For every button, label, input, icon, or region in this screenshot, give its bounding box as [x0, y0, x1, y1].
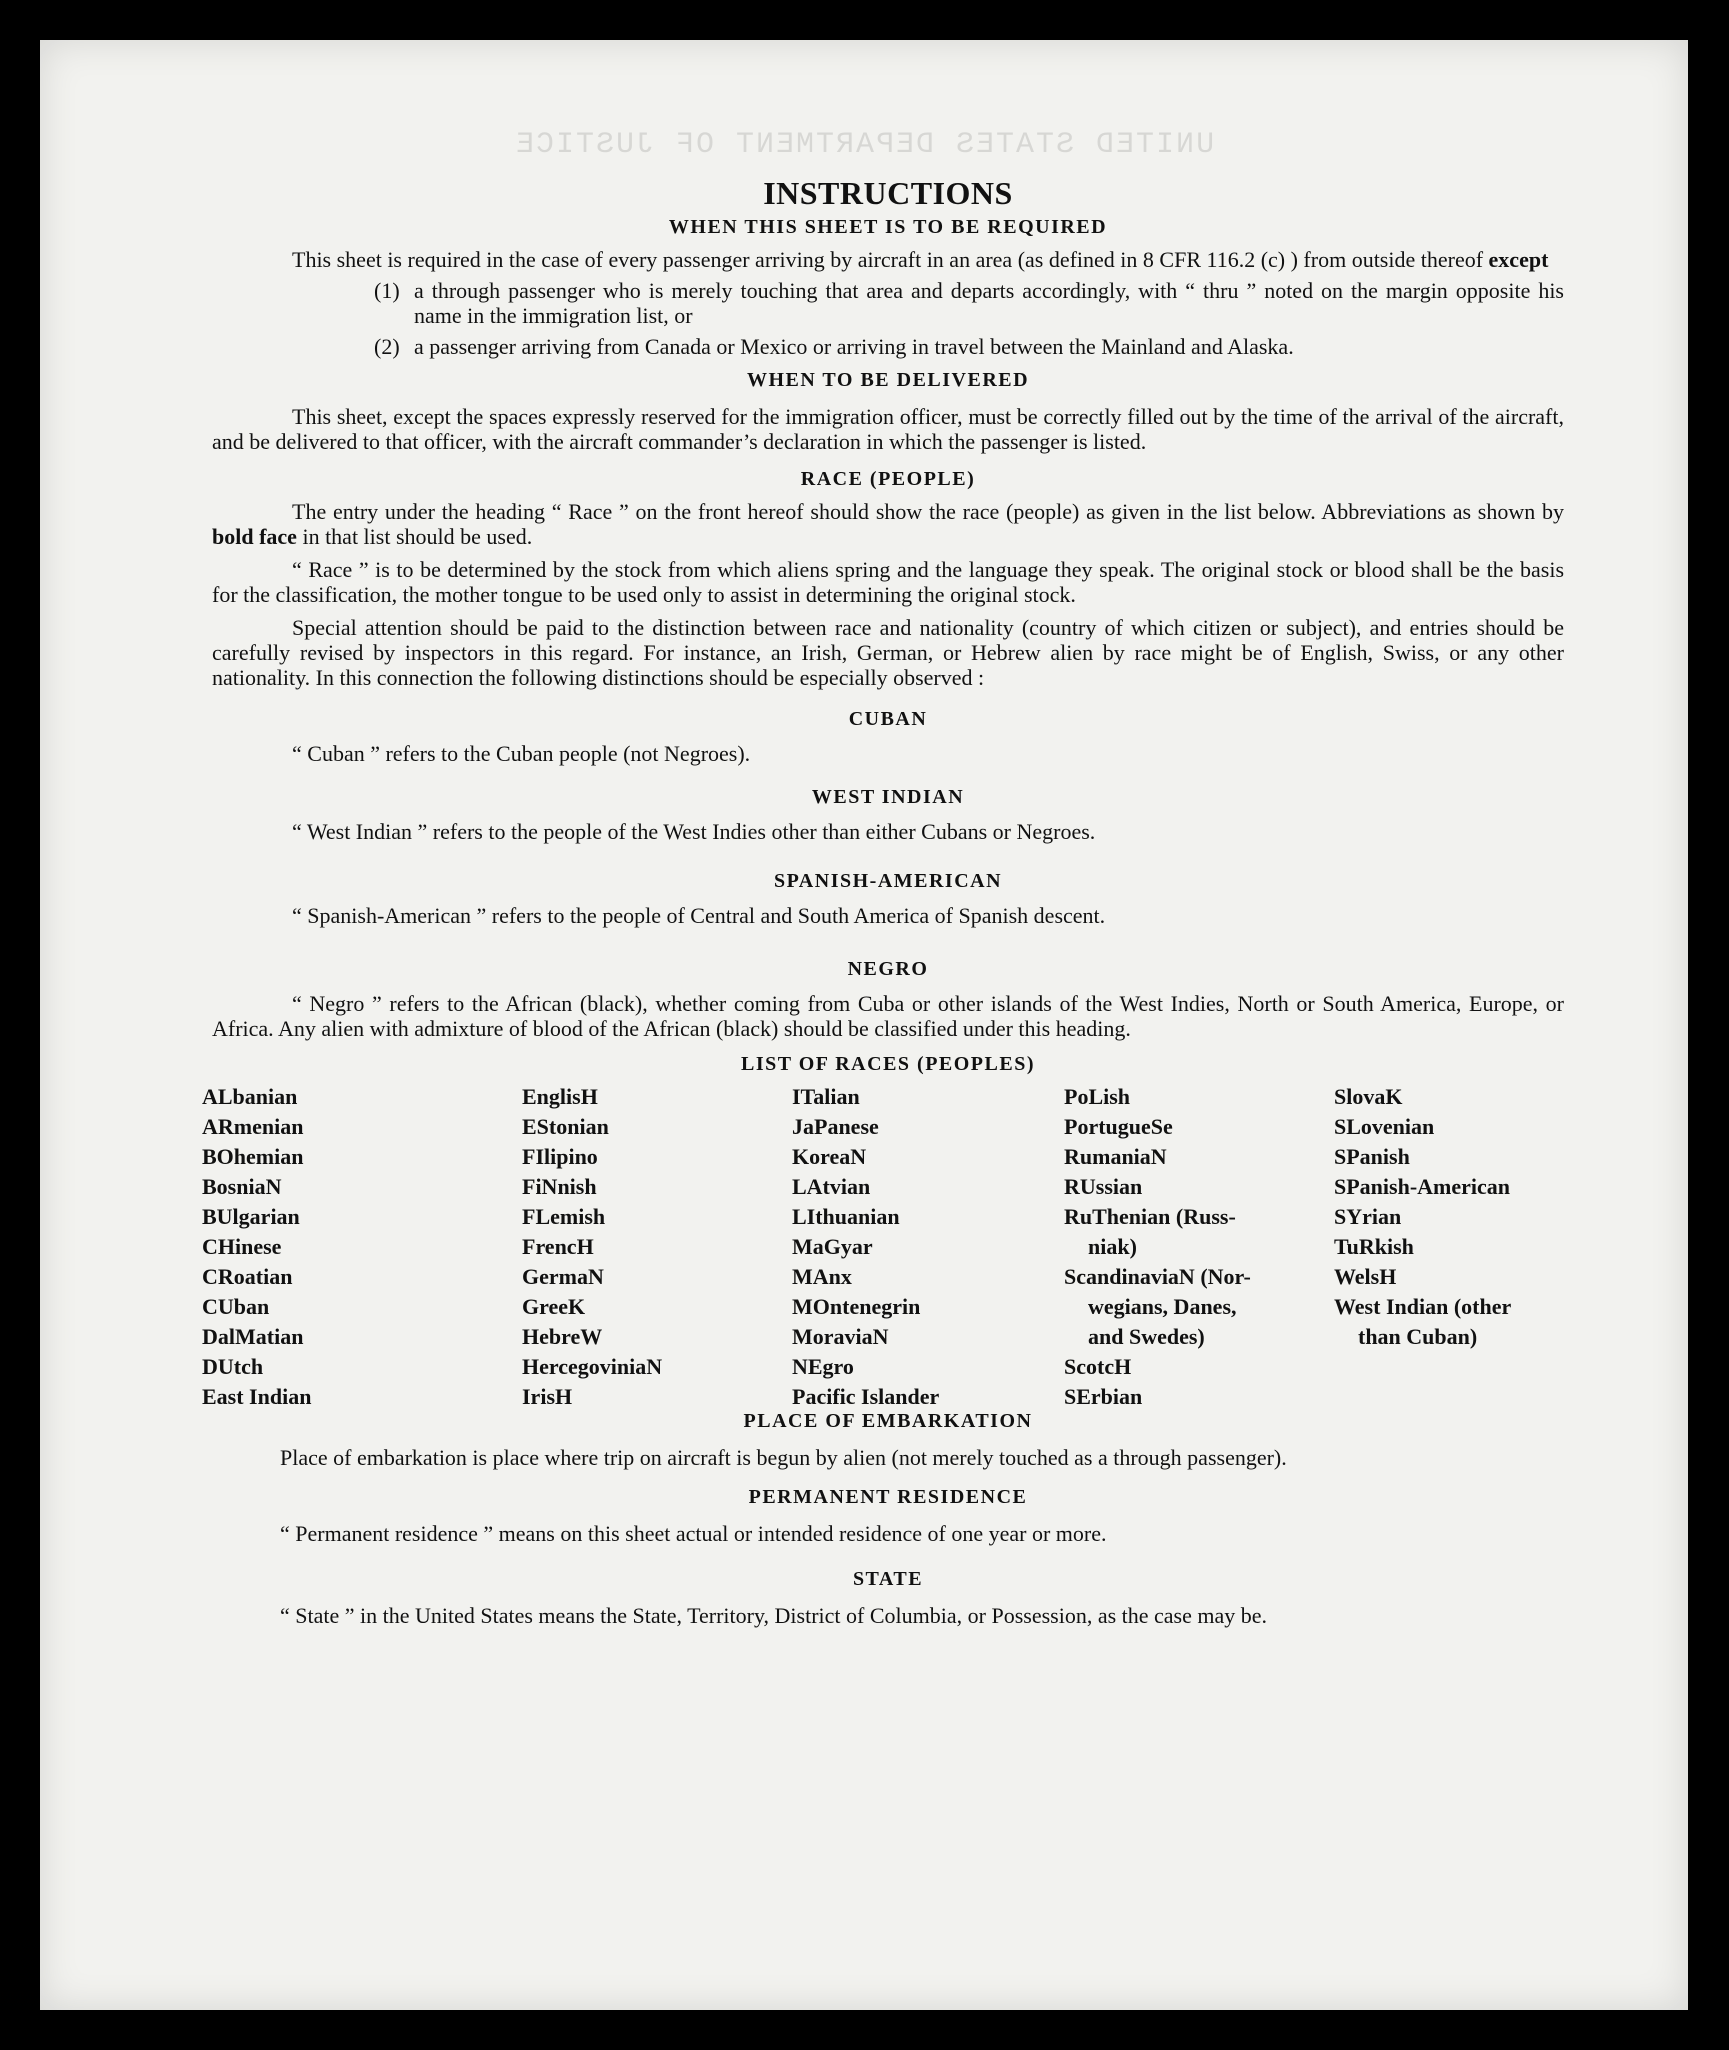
race-entry: East Indian: [202, 1384, 312, 1409]
race-entry: HercegoviniaN: [522, 1354, 663, 1379]
race-entry: WelsH: [1334, 1264, 1397, 1289]
race-entry: BosniaN: [202, 1174, 282, 1199]
race-entry: PortugueSe: [1064, 1114, 1173, 1139]
race-entry: KoreaN: [792, 1144, 867, 1169]
race-entry: TuRkish: [1334, 1234, 1414, 1259]
race-entry: NEgro: [792, 1354, 854, 1379]
page-title: INSTRUCTIONS: [763, 175, 1013, 211]
exception-item-2: (2) a passenger arriving from Canada or Mexico or arriving in travel between the Mainland and Alaska.: [374, 334, 1294, 359]
race-entry: RumaniaN: [1064, 1144, 1167, 1169]
race-entry: SPanish: [1334, 1144, 1410, 1169]
race-entry: FrencH: [522, 1234, 594, 1259]
heading-spanish-american: SPANISH-AMERICAN: [773, 870, 1003, 892]
race-entry: LIthuanian: [792, 1204, 900, 1229]
race-entry: niak): [1088, 1234, 1137, 1259]
race-entry: ALbanian: [202, 1084, 298, 1109]
embarkation-text: Place of embarkation is place where trip on aircraft is begun by alien (not merely touched as a through passenger).: [280, 1445, 1287, 1470]
race-entry: HebreW: [522, 1324, 603, 1349]
race-paragraph-1: The entry under the heading “ Race ” on the front hereof should show the race (people) as given in the list below. Abbreviations as shown by bold face in that list should be used.: [212, 499, 1564, 549]
cuban-text: “ Cuban ” refers to the Cuban people (not Negroes).: [292, 741, 751, 766]
heading-when-delivered: WHEN TO BE DELIVERED: [746, 369, 1030, 391]
heading-state: STATE: [852, 1568, 924, 1590]
race-entry: ScandinaviaN (Nor-: [1064, 1264, 1251, 1289]
races-column-1: [202, 1082, 311, 1412]
race-entry: FLemish: [522, 1204, 606, 1229]
race-entry: EStonian: [522, 1114, 609, 1139]
race-entry: SlovaK: [1334, 1084, 1403, 1109]
race-paragraph-3: Special attention should be paid to the distinction between race and nationality (country of which citizen or subject), and entries should be carefully revised by inspectors in this regard. For instance, an Irish, German, or Hebrew alien by race might be of English, Swiss, or any other nationality. In this connection the following distinctions should be especially observed :: [212, 615, 1564, 690]
race-entry: SErbian: [1064, 1384, 1143, 1409]
race-entry: IrisH: [522, 1384, 573, 1409]
spanish-american-text: “ Spanish-American ” refers to the people of Central and South America of Spanish descent.: [292, 903, 1106, 928]
race-entry: ScotcH: [1064, 1354, 1132, 1379]
heading-west-indian: WEST INDIAN: [811, 786, 965, 808]
race-entry: ARmenian: [202, 1114, 304, 1139]
race-paragraph-2: “ Race ” is to be determined by the stock from which aliens spring and the language they speak. The original stock or blood shall be the basis for the classification, the mother tongue to be used only to assist in determining the original stock.: [212, 557, 1564, 607]
race-entry: FIlipino: [522, 1144, 598, 1169]
race-entry: SLovenian: [1334, 1114, 1435, 1139]
races-column-2: [522, 1082, 662, 1412]
race-entry: BOhemian: [202, 1144, 304, 1169]
race-entry: GermaN: [522, 1264, 604, 1289]
race-entry: CHinese: [202, 1234, 282, 1259]
race-entry: GreeK: [522, 1294, 586, 1319]
race-entry: and Swedes): [1088, 1324, 1205, 1349]
heading-permanent-residence: PERMANENT RESIDENCE: [748, 1486, 1028, 1508]
race-entry: ITalian: [792, 1084, 860, 1109]
heading-embarkation: PLACE OF EMBARKATION: [743, 1410, 1033, 1432]
race-entry: CRoatian: [202, 1264, 293, 1289]
race-entry: FiNnish: [522, 1174, 597, 1199]
race-entry: LAtvian: [792, 1174, 871, 1199]
heading-race: RACE (PEOPLE): [800, 468, 976, 490]
race-entry: BUlgarian: [202, 1204, 300, 1229]
race-entry: West Indian (other: [1334, 1294, 1512, 1319]
race-entry: DUtch: [202, 1354, 264, 1379]
race-entry: EnglisH: [522, 1084, 598, 1109]
heading-when-required: WHEN THIS SHEET IS TO BE REQUIRED: [668, 216, 1108, 238]
exception-item-1: (1) a through passenger who is merely touching that area and departs accordingly, with “ thru ” noted on the margin opposite his name in the immigration list, or: [374, 278, 1564, 328]
race-entry: than Cuban): [1358, 1324, 1478, 1349]
race-entry: MOntenegrin: [792, 1294, 921, 1319]
race-entry: MAnx: [792, 1264, 852, 1289]
instructions-content: [202, 170, 1564, 1628]
race-entry: RuThenian (Russ-: [1064, 1204, 1236, 1229]
race-entry: SYrian: [1334, 1204, 1402, 1229]
heading-cuban: CUBAN: [848, 708, 928, 730]
race-entry: wegians, Danes,: [1088, 1294, 1237, 1319]
negro-text: “ Negro ” refers to the African (black), whether coming from Cuba or other islands of the West Indies, North or South America, Europe, or Africa. Any alien with admixture of blood of the African (black) should be classified under this heading.: [212, 991, 1564, 1041]
races-column-3: [792, 1082, 939, 1412]
races-list: [202, 1082, 1564, 1432]
when-required-intro: This sheet is required in the case of every passenger arriving by aircraft in an area (as defined in 8 CFR 116.2 (c) ) from outside thereof except: [292, 247, 1549, 272]
race-entry: DalMatian: [202, 1324, 304, 1349]
race-entry: CUban: [202, 1294, 270, 1319]
race-entry: SPanish-American: [1334, 1174, 1510, 1199]
race-entry: JaPanese: [792, 1114, 879, 1139]
state-text: “ State ” in the United States means the State, Territory, District of Columbia, or Possession, as the case may be.: [280, 1603, 1268, 1628]
race-entry: PoLish: [1064, 1084, 1131, 1109]
race-entry: MaGyar: [792, 1234, 873, 1259]
heading-negro: NEGRO: [847, 958, 929, 980]
bleed-through-text: UNITED STATES DEPARTMENT OF JUSTICE: [513, 128, 1215, 162]
races-column-4: [1064, 1082, 1251, 1412]
residence-text: “ Permanent residence ” means on this sheet actual or intended residence of one year or more.: [280, 1521, 1107, 1546]
heading-list-of-races: LIST OF RACES (PEOPLES): [740, 1053, 1035, 1075]
race-entry: MoraviaN: [792, 1324, 889, 1349]
document-page: [40, 40, 1688, 2010]
race-entry: RUssian: [1064, 1174, 1143, 1199]
when-delivered-text: This sheet, except the spaces expressly reserved for the immigration officer, must be correctly filled out by the time of the arrival of the aircraft, and be delivered to that officer, with the aircraft commander’s declaration in which the passenger is listed.: [212, 404, 1564, 454]
west-indian-text: “ West Indian ” refers to the people of the West Indies other than either Cubans or Negroes.: [292, 819, 1096, 844]
races-column-5: [1334, 1082, 1511, 1352]
race-entry: Pacific Islander: [792, 1384, 940, 1409]
